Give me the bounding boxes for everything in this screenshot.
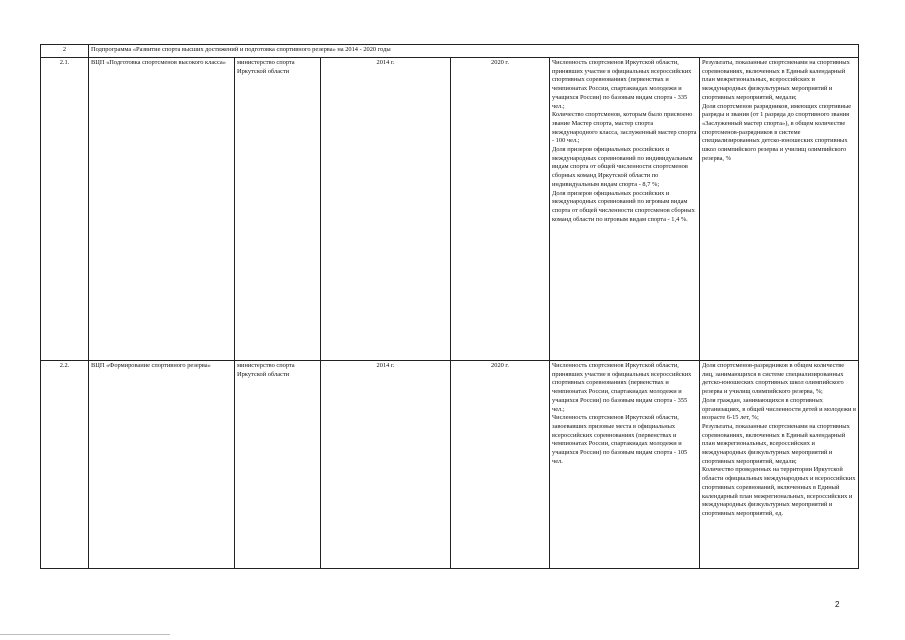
end-year: 2020 г. <box>451 361 550 569</box>
subprogram-header-row <box>41 45 859 58</box>
scan-artifact-line <box>0 634 170 635</box>
executor-cell: министерство спорта Иркутской области <box>235 361 321 569</box>
executor-cell: министерство спорта Иркутской области <box>235 58 321 361</box>
program-name: ВЦП «Подготовка спортсменов высокого класса» <box>89 58 235 361</box>
header-number-cell: 2 <box>41 45 89 58</box>
results-cell: Доля спортсменов-разрядников в общем количестве лиц, занимающихся в системе специализированных детско-юношеских спортивных школ олимпийского резерва и училищ олимпийского резерва, %; Доля граждан, занимающихся в спортивных организациях, в общей численности детей и молодежи в возрасте 6-15 лет, %; Результаты, показанные спортсменами на спортивных соревнованиях, включенных в Единый календарный план межрегиональных, всероссийских и международных физкультурных мероприятий и спортивных мероприятий, медали; Количество проведенных на территории Иркутской области официальных международных и всероссийских спортивных соревнований, включенных в Единый календарный план межрегиональных, всероссийских и международных физкультурных мероприятий и спортивных мероприятий, ед. <box>700 361 859 569</box>
table-row <box>41 361 859 569</box>
row-number: 2.1. <box>41 58 89 361</box>
row-number: 2.2. <box>41 361 89 569</box>
start-year: 2014 г. <box>321 58 451 361</box>
program-name: ВЦП «Формирование спортивного резерва» <box>89 361 235 569</box>
program-table <box>40 44 859 569</box>
page-number: 2 <box>835 600 840 609</box>
table-row <box>41 58 859 361</box>
results-cell: Результаты, показанные спортсменами на спортивных соревнованиях, включенных в Единый календарный план межрегиональных, всероссийских и международных физкультурных мероприятий и спортивных мероприятий, медали; Доля спортсменов разрядников, имеющих спортивные разряды и звания (от 1 разряда до спортивного звания «Заслуженный мастер спорта»), в общем количестве спортсменов-разрядников в системе специализированных детско-юношеских спортивных школ олимпийского резерва и училищ олимпийского резерва, % <box>700 58 859 361</box>
indicators-cell: Численность спортсменов Иркутской области, принявших участие в официальных всероссийских спортивных соревнованиях (первенствах и чемпионатах России, спартакиадах молодежи и учащихся России) по базовым видам спорта - 355 чел.; Численность спортсменов Иркутской области, завоевавших призовые места в официальных всероссийских соревнованиях (первенствах и чемпионатах России, спартакиадах молодежи и учащихся России) по базовым видам спорта - 105 чел. <box>550 361 700 569</box>
subprogram-title: Подпрограмма «Развитие спорта высших достижений и подготовка спортивного резерва» на 2014 - 2020 годы <box>89 45 859 58</box>
start-year: 2014 г. <box>321 361 451 569</box>
end-year: 2020 г. <box>451 58 550 361</box>
indicators-cell: Численность спортсменов Иркутской области, принявших участие в официальных всероссийских спортивных соревнованиях (первенствах и чемпионатах России, спартакиадах молодежи и учащихся России) по базовым видам спорта - 335 чел.; Количество спортсменов, которым было присвоено звание Мастер спорта, мастер спорта международного класса, заслуженный мастер спорта - 100 чел.; Доля призеров официальных российских и международных соревнований по индивидуальным видам спорта от общей численности спортсменов сборных команд Иркутской области по индивидуальным видам спорта - 8,7 %; Доля призеров официальных российских и международных соревнований по игровым видам спорта от общей численности спортсменов сборных команд области по игровым видам спорта - 1,4 %. <box>550 58 700 361</box>
